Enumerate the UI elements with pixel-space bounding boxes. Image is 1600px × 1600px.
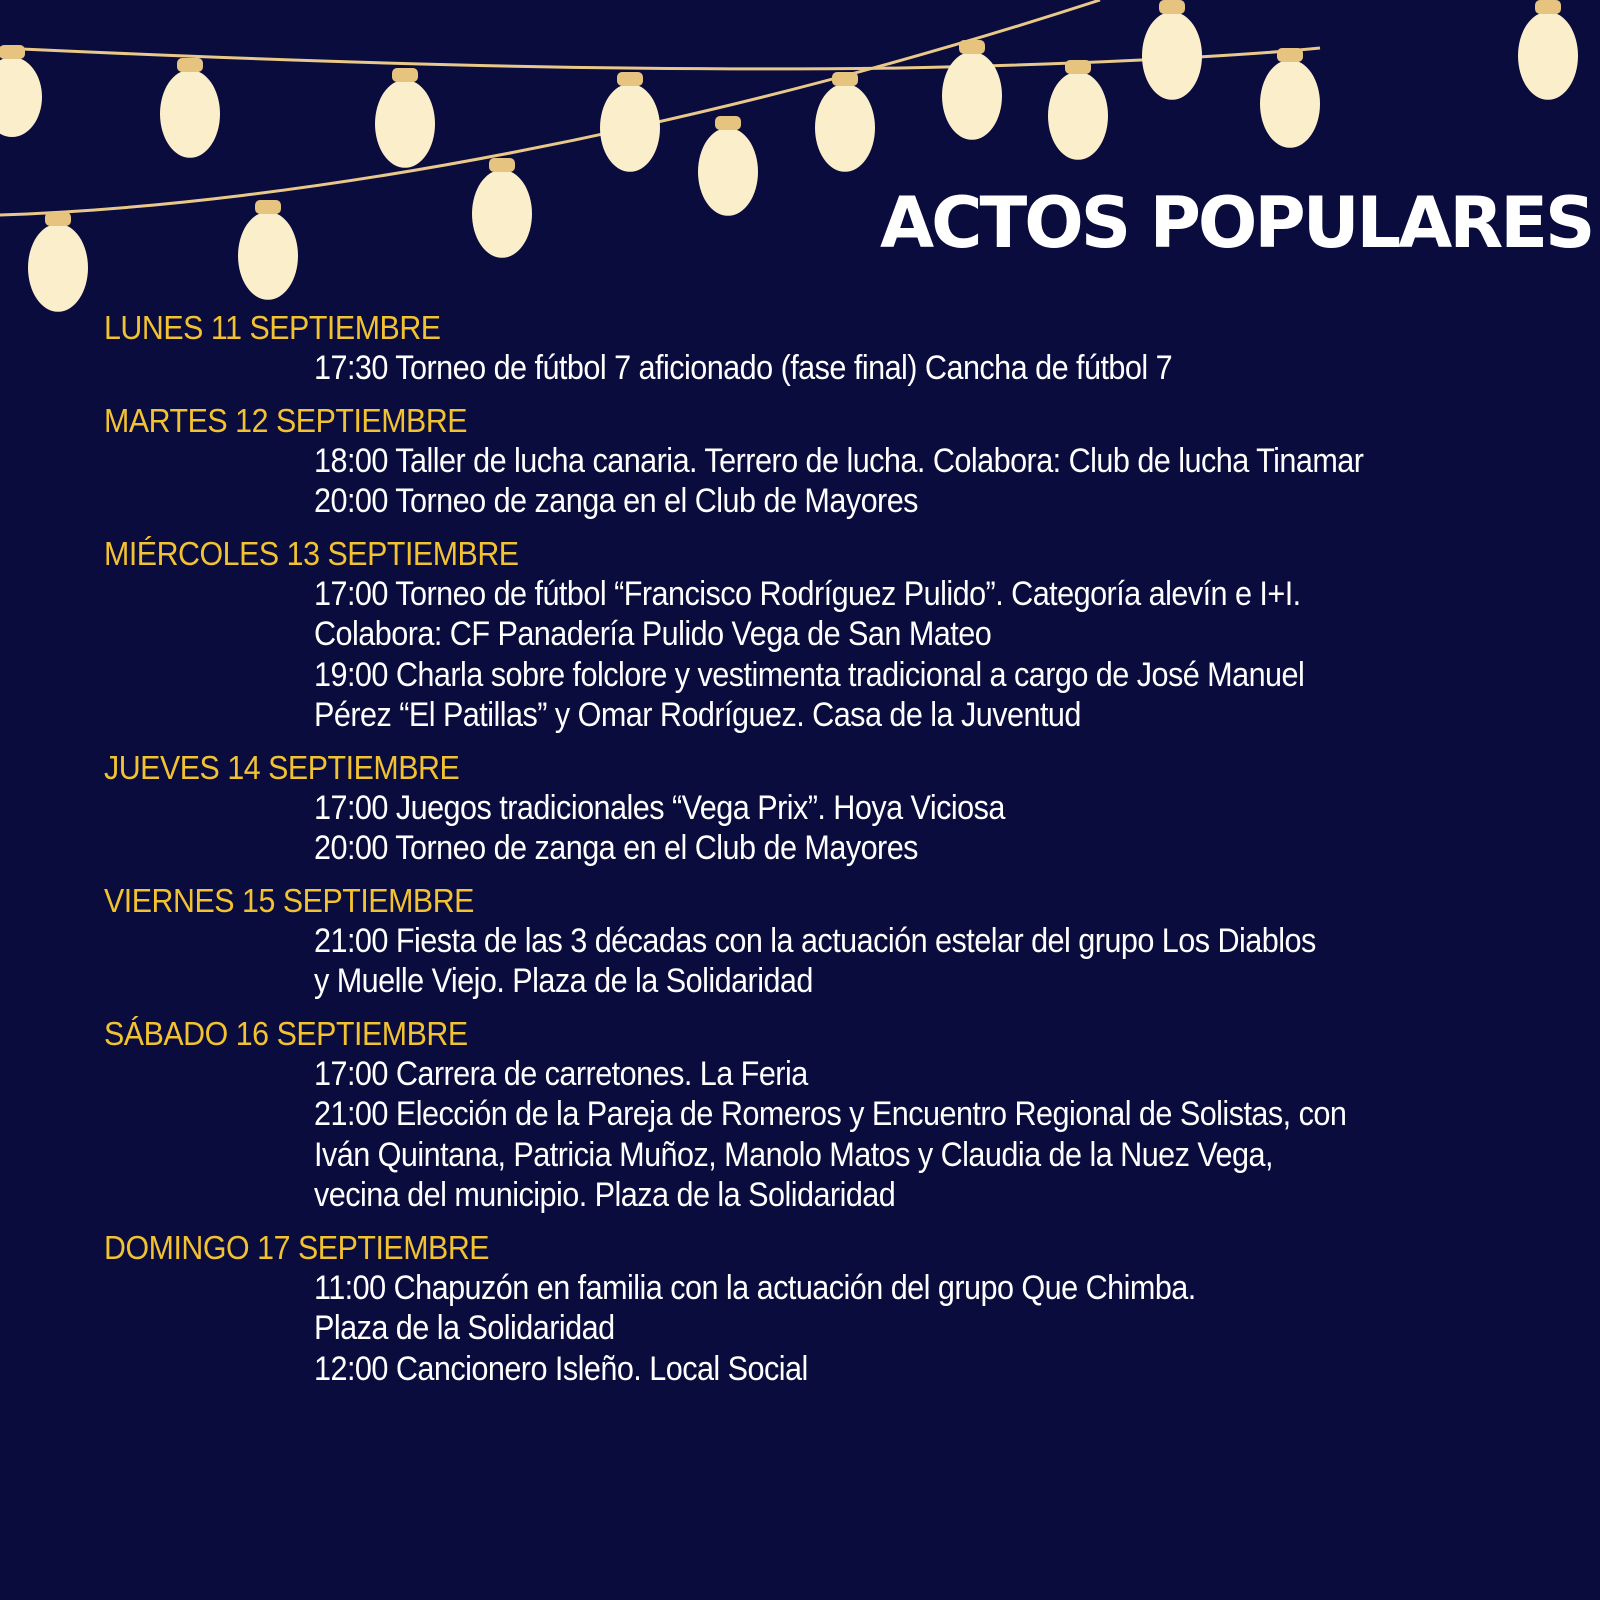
light-bulb-icon [1048, 60, 1108, 160]
light-bulb-icon [1518, 0, 1578, 100]
event-line: 21:00 Fiesta de las 3 décadas con la actuación estelar del grupo Los Diablos [314, 921, 1316, 960]
event-list [104, 1268, 1574, 1390]
string-lights-decoration [0, 0, 1600, 320]
day-label: MARTES 12 SEPTIEMBRE [104, 401, 468, 439]
day-wednesday [104, 534, 1574, 736]
event-list [104, 574, 1574, 736]
event-line: vecina del municipio. Plaza de la Solidaridad [314, 1176, 896, 1214]
day-label: DOMINGO 17 SEPTIEMBRE [104, 1228, 490, 1266]
event-line: 12:00 Cancionero Isleño. Local Social [314, 1349, 808, 1388]
event-line: 20:00 Torneo de zanga en el Club de Mayores [314, 482, 918, 520]
light-bulb-icon [28, 212, 88, 312]
day-sunday [104, 1228, 1574, 1390]
light-bulb-icon [1142, 0, 1202, 100]
day-label: VIERNES 15 SEPTIEMBRE [104, 881, 474, 919]
schedule [104, 308, 1574, 1401]
event-line: 19:00 Charla sobre folclore y vestimenta tradicional a cargo de José Manuel [314, 655, 1305, 694]
event-line: 11:00 Chapuzón en familia con la actuación del grupo Que Chimba. [314, 1268, 1196, 1307]
light-bulb-icon [698, 116, 758, 216]
day-monday [104, 308, 1574, 389]
day-label: MIÉRCOLES 13 SEPTIEMBRE [104, 534, 519, 572]
light-bulb-icon [1260, 48, 1320, 148]
light-bulb-icon [238, 200, 298, 300]
event-list [104, 348, 1574, 389]
event-list [104, 1054, 1574, 1216]
light-bulb-icon [0, 45, 42, 137]
event-line: 20:00 Torneo de zanga en el Club de Mayores [314, 829, 918, 867]
light-bulbs [0, 0, 1593, 312]
event-line: 17:00 Juegos tradicionales “Vega Prix”. Hoya Viciosa [314, 788, 1005, 827]
light-bulb-icon [942, 40, 1002, 140]
day-label: SÁBADO 16 SEPTIEMBRE [104, 1014, 468, 1052]
light-bulb-icon [815, 72, 875, 172]
event-line: 17:30 Torneo de fútbol 7 aficionado (fase final) Cancha de fútbol 7 [314, 349, 1173, 387]
light-bulb-icon [375, 68, 435, 168]
event-line: 18:00 Taller de lucha canaria. Terrero de lucha. Colabora: Club de lucha Tinamar [314, 441, 1364, 480]
event-line: 21:00 Elección de la Pareja de Romeros y Encuentro Regional de Solistas, con [314, 1095, 1347, 1133]
event-line: Plaza de la Solidaridad [314, 1309, 615, 1347]
event-line: 17:00 Carrera de carretones. La Feria [314, 1054, 808, 1093]
event-line: 17:00 Torneo de fútbol “Francisco Rodríguez Pulido”. Categoría alevín e I+I. [314, 574, 1301, 613]
page-title: ACTOS POPULARES [880, 182, 1593, 264]
event-list [104, 441, 1574, 522]
day-label: JUEVES 14 SEPTIEMBRE [104, 748, 460, 786]
event-list [104, 921, 1574, 1002]
day-friday [104, 881, 1574, 1002]
light-bulb-icon [600, 72, 660, 172]
event-line: Iván Quintana, Patricia Muñoz, Manolo Matos y Claudia de la Nuez Vega, [314, 1135, 1273, 1174]
day-label: LUNES 11 SEPTIEMBRE [104, 309, 441, 346]
event-line: y Muelle Viejo. Plaza de la Solidaridad [314, 962, 813, 1000]
day-saturday [104, 1014, 1574, 1216]
light-bulb-icon [472, 158, 532, 258]
event-line: Pérez “El Patillas” y Omar Rodríguez. Casa de la Juventud [314, 696, 1081, 734]
day-thursday [104, 748, 1574, 869]
light-bulb-icon [160, 58, 220, 158]
day-tuesday [104, 401, 1574, 522]
event-line: Colabora: CF Panadería Pulido Vega de San Mateo [314, 615, 992, 653]
event-list [104, 788, 1574, 869]
